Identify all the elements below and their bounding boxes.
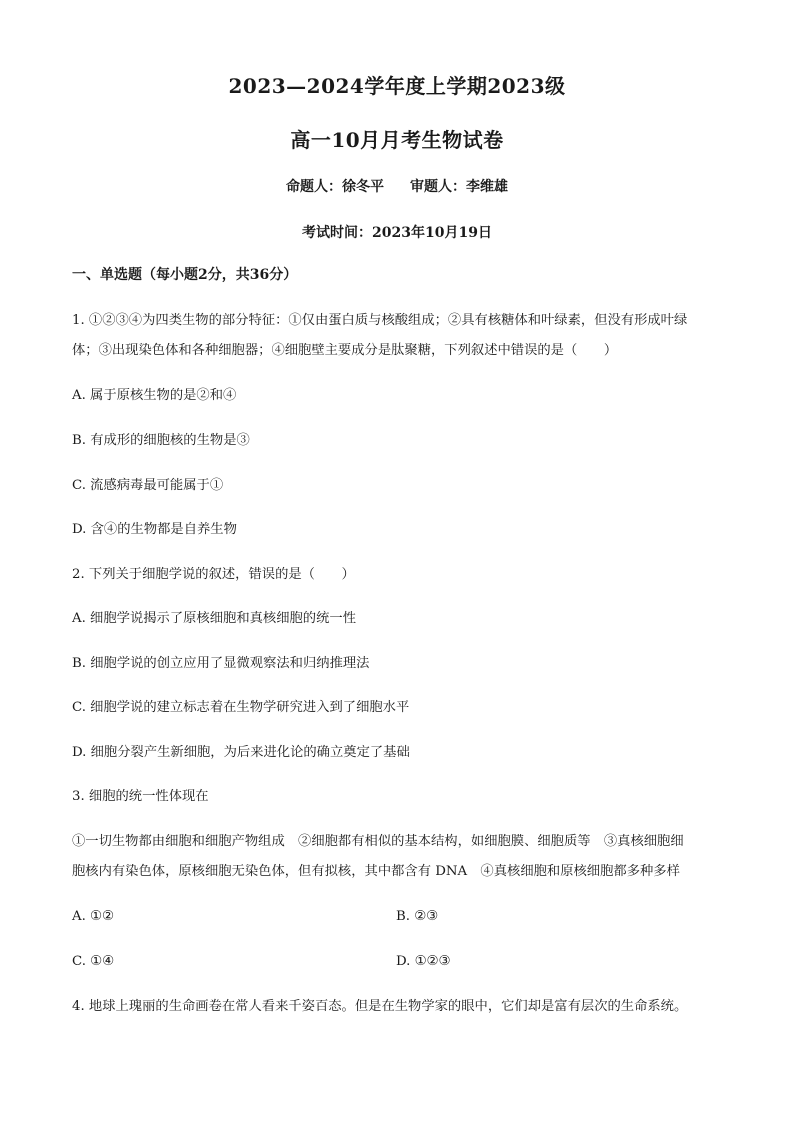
question-1-option-b: B. 有成形的细胞核的生物是③ [72, 433, 250, 448]
question-1-option-c: C. 流感病毒最可能属于① [72, 478, 224, 493]
question-3-statement-line-1: ①一切生物都由细胞和细胞产物组成 ②细胞都有相似的基本结构，如细胞膜、细胞质等 ③真核细胞细 [72, 834, 684, 849]
question-2-option-a: A. 细胞学说揭示了原核细胞和真核细胞的统一性 [72, 611, 356, 626]
question-1-option-d: D. 含④的生物都是自养生物 [72, 522, 237, 537]
question-1-stem-line-1: 1. ①②③④为四类生物的部分特征：①仅由蛋白质与核酸组成；②具有核糖体和叶绿素，但没有形成叶绿 [72, 313, 688, 328]
exam-time: 考试时间：2023年10月19日 [302, 225, 492, 241]
question-3-statement-line-2: 胞核内有染色体，原核细胞无染色体，但有拟核，其中都含有 DNA ④真核细胞和原核细胞都多种多样 [72, 864, 680, 879]
author-label: 命题人：徐冬平 [286, 179, 384, 195]
authors-line [0, 176, 794, 196]
exam-title-line2: 高一10月月考生物试卷 [290, 128, 504, 152]
question-3-option-c: C. ①④ [72, 954, 114, 969]
question-3-stem: 3. 细胞的统一性体现在 [72, 789, 209, 804]
question-3-option-a: A. ①② [72, 909, 114, 924]
question-4-stem: 4. 地球上瑰丽的生命画卷在常人看来千姿百态。但是在生物学家的眼中，它们却是富有层次的生命系统。 [72, 999, 688, 1014]
exam-title-line1: 2023—2024学年度上学期2023级 [228, 74, 566, 98]
question-3-option-b: B. ②③ [396, 909, 439, 924]
question-2-option-c: C. 细胞学说的建立标志着在生物学研究进入到了细胞水平 [72, 700, 410, 715]
question-2-option-d: D. 细胞分裂产生新细胞，为后来进化论的确立奠定了基础 [72, 745, 410, 760]
section-heading: 一、单选题（每小题2分，共36分） [72, 267, 298, 283]
question-2-option-b: B. 细胞学说的创立应用了显微观察法和归纳推理法 [72, 656, 370, 671]
question-2-stem: 2. 下列关于细胞学说的叙述，错误的是（ ） [72, 567, 355, 582]
question-1-stem-line-2: 体；③出现染色体和各种细胞器；④细胞壁主要成分是肽聚糖，下列叙述中错误的是（ ） [72, 343, 618, 358]
reviewer-label: 审题人：李维雄 [410, 179, 508, 195]
question-3-option-d: D. ①②③ [396, 954, 451, 969]
question-1-option-a: A. 属于原核生物的是②和④ [72, 388, 237, 403]
